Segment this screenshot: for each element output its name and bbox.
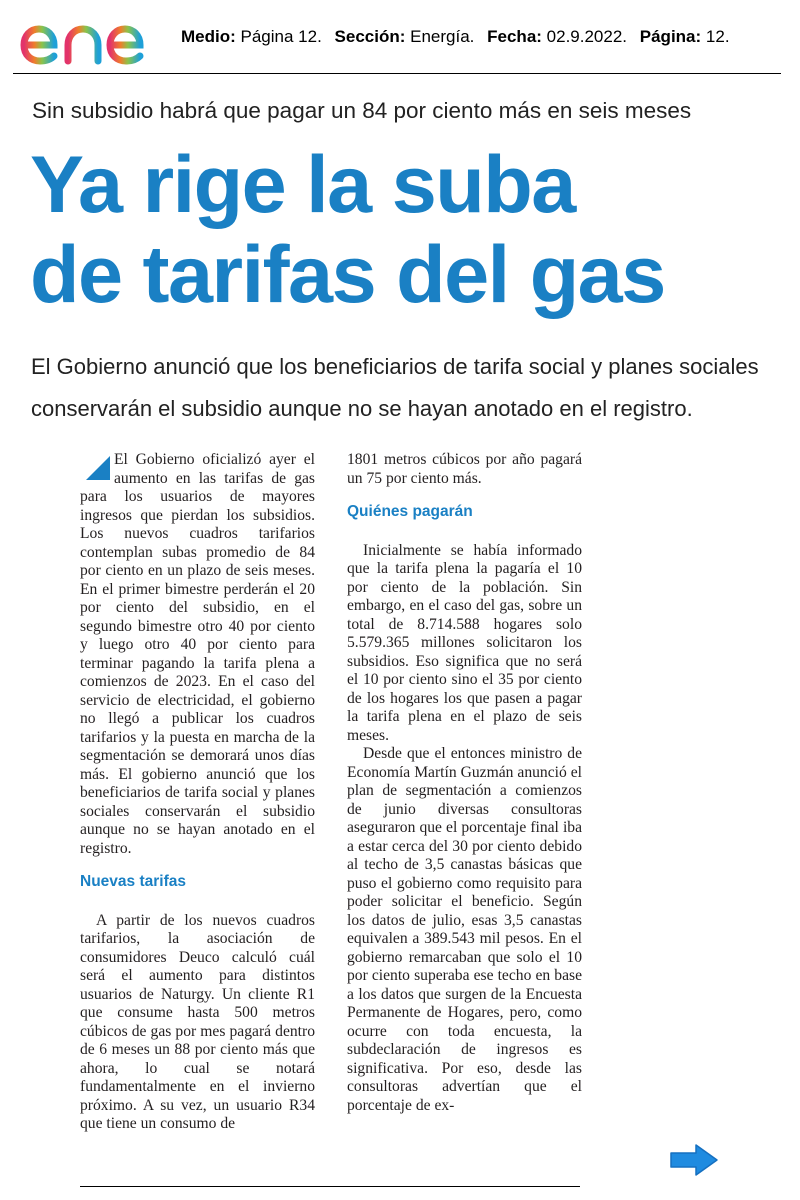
article-kicker: Sin subsidio habrá que pagar un 84 por ciento más en seis meses (32, 98, 692, 123)
header-divider (13, 73, 781, 74)
seccion-label: Sección: (334, 27, 406, 46)
footer-divider (80, 1186, 580, 1187)
article-headline (30, 140, 790, 320)
pagina-value: 12. (705, 27, 730, 46)
body-paragraph: Desde que el entonces ministro de Economía Martín Guzmán anunció el plan de segmentación a comienzos de junio diversas consultoras aseguraron que el porcentaje final iba a estar cerca del 30 por ciento debido al techo de 3,5 canastas básicas que puso el gobierno como requisito para poder solicitar el beneficio. Según los datos de julio, esas 3,5 canastas equivalen a 389.543 mil pesos. En el gobierno remarcaban que solo el 10 por ciento superaba ese techo en base a los datos que surgen de la Encuesta Permanente de Hogares, pero, como ocurre con toda encuesta, la subdeclaración de ingresos es significativa. Por eso, desde las consultoras advertían que el porcentaje de ex- (347, 745, 582, 1114)
clipping-metadata (181, 27, 730, 47)
medio-value: Página 12. (240, 27, 322, 46)
lead-marker (86, 456, 110, 480)
body-paragraph: 1801 metros cúbicos por año pagará un 75 por ciento más. (347, 451, 582, 487)
subheading-nuevas-tarifas: Nuevas tarifas (80, 873, 186, 890)
body-paragraph: El Gobierno oficializó ayer el aumento en las tarifas de gas para los usuarios de mayores ingresos que pierdan los subsidios. Los nuevos cuadros tarifarios contemplan subas promedio de 84 por ciento en un plazo de seis meses. En el primer bimestre perderán el 20 por ciento del subsidio, en el segundo bimestre otro 40 por ciento y luego otro 40 por ciento para terminar pagando la tarifa plena a comienzos de 2023. En el caso del servicio de electricidad, el gobierno no llegó a publicar los cuadros tarifarios y la puesta en marcha de la segmentación se demorará unos días más. El gobierno anunció que los beneficiarios de tarifa social y planes sociales conservarán el subsidio aunque no se hayan anotado en el registro. (80, 451, 315, 857)
article-deck (31, 346, 791, 430)
pagina-label: Página: (639, 27, 702, 46)
medio-label: Medio: (181, 27, 236, 46)
body-paragraph: Inicialmente se había informado que la tarifa plena la pagaría el 10 por ciento de la población. Sin embargo, en el caso del gas, sobre un total de 8.714.588 hogares solo 5.579.365 millones solicitaron los subsidios. Eso significa que no será el 10 por ciento sino el 35 por ciento de los hogares los que pasen a pagar la tarifa plena en el plazo de seis meses. (347, 541, 582, 744)
body-column-1 (80, 451, 315, 1175)
arrow-right-icon[interactable] (668, 1142, 720, 1178)
body-column-2 (347, 451, 582, 1175)
page-header (0, 0, 800, 78)
subheading-quienes-pagaran: Quiénes pagarán (347, 503, 473, 520)
fecha-value: 02.9.2022. (546, 27, 628, 46)
headline-line-1: Ya rige la suba (30, 140, 575, 230)
deck-line-1: El Gobierno anunció que los beneficiarios de tarifa social y planes sociales (31, 354, 759, 379)
seccion-value: Energía. (410, 27, 475, 46)
headline-line-2: de tarifas del gas (30, 230, 665, 320)
enel-logo (16, 8, 172, 68)
fecha-label: Fecha: (487, 27, 542, 46)
deck-line-2: conservarán el subsidio aunque no se hayan anotado en el registro. (31, 396, 693, 421)
body-paragraph: A partir de los nuevos cuadros tarifarios, la asociación de consumidores Deuco calculó cuál será el aumento para distintos usuarios de Naturgy. Un cliente R1 que consume hasta 500 metros cúbicos de gas por mes pagará dentro de 6 meses un 88 por ciento más que ahora, lo cual se notará fundamentalmente en el invierno próximo. A su vez, un usuario R34 que tiene un consumo de (80, 911, 315, 1132)
